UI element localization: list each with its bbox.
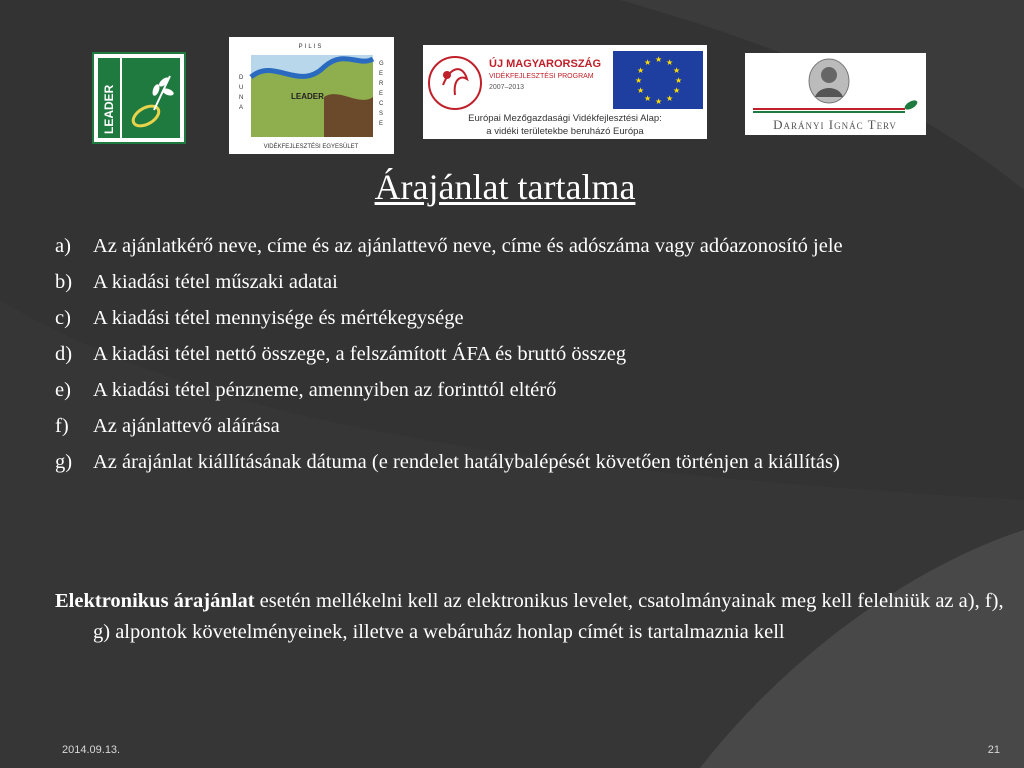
- note-bold: Elektronikus árajánlat: [55, 590, 255, 612]
- videkfejlesztesi-program: VIDÉKFEJLESZTÉSI PROGRAM: [489, 73, 594, 80]
- list-marker: a): [55, 235, 71, 257]
- slide-number: 21: [987, 744, 1000, 756]
- list-item: [55, 267, 955, 297]
- uj-magyarorszag-title: ÚJ MAGYARORSZÁG: [489, 58, 602, 70]
- svg-text:★: ★: [635, 76, 643, 85]
- egyesulet-label: VIDÉKFEJLESZTÉSI EGYESÜLET: [263, 144, 359, 150]
- requirement-list: [55, 231, 955, 483]
- list-marker: e): [55, 379, 71, 401]
- daranyi-ignac-terv-logo: [745, 53, 926, 135]
- eu-flag-icon: [613, 51, 703, 109]
- electronic-quote-note: [55, 586, 1013, 648]
- list-marker: g): [55, 451, 73, 473]
- list-marker: f): [55, 415, 69, 437]
- pilis-duna-gerecse-logo: [229, 37, 394, 154]
- list-item-text: A kiadási tétel pénzneme, amennyiben az forinttól eltérő: [93, 379, 557, 401]
- leader-emblem-icon: [94, 54, 184, 142]
- list-item-text: A kiadási tétel nettó összege, a felszámított ÁFA és bruttó összeg: [93, 343, 627, 365]
- list-marker: d): [55, 343, 73, 365]
- slide-title: [0, 166, 1010, 208]
- daranyi-text: Darányi Ignác Terv: [773, 117, 897, 132]
- leader-vertical-text: LEADER: [102, 84, 116, 134]
- gerecse-label: G E R E C S E: [379, 61, 384, 127]
- list-marker: b): [55, 271, 73, 293]
- list-item: [55, 303, 955, 333]
- uj-magyarorszag-logo: [423, 45, 707, 139]
- eu-fund-line2: a vidéki területekbe beruházó Európa: [486, 126, 644, 137]
- list-item: [55, 447, 955, 477]
- list-item-text: Az ajánlattevő aláírása: [93, 415, 280, 437]
- list-item-text: A kiadási tétel mennyisége és mértékegysége: [93, 307, 464, 329]
- eu-fund-line1: Európai Mezőgazdasági Vidékfejlesztési Alap:: [468, 113, 662, 124]
- svg-text:★: ★: [673, 66, 681, 75]
- list-item: [55, 411, 955, 441]
- list-marker: c): [55, 307, 71, 329]
- leader-logo: [92, 52, 186, 144]
- svg-text:★: ★: [655, 55, 663, 64]
- list-item: [55, 339, 955, 369]
- svg-text:★: ★: [675, 76, 683, 85]
- footer-date: 2014.09.13.: [62, 744, 121, 756]
- svg-text:★: ★: [637, 66, 645, 75]
- list-item-text: Az árajánlat kiállításának dátuma (e rendelet hatálybalépését követően történjen a kiállítás): [93, 451, 840, 473]
- svg-text:★: ★: [637, 86, 645, 95]
- list-item: [55, 375, 955, 405]
- list-item: [55, 231, 955, 261]
- svg-text:★: ★: [655, 97, 663, 106]
- slide-title-text: Árajánlat tartalma: [374, 167, 636, 207]
- svg-text:★: ★: [666, 94, 674, 103]
- pilis-map-icon: [229, 37, 394, 154]
- program-years: 2007–2013: [489, 84, 525, 91]
- leader-center-label: LEADER: [291, 92, 324, 101]
- pilis-label: PILIS: [298, 44, 324, 50]
- svg-text:★: ★: [644, 58, 652, 67]
- svg-text:★: ★: [666, 58, 674, 67]
- list-item-text: Az ajánlatkérő neve, címe és az ajánlattevő neve, címe és adószáma vagy adóazonosító jele: [93, 235, 843, 257]
- svg-text:★: ★: [644, 94, 652, 103]
- svg-text:★: ★: [673, 86, 681, 95]
- duna-label: D U N A: [239, 75, 244, 111]
- note-text: esetén mellékelni kell az elektronikus levelet, csatolmányainak meg kell felelniük az a), f), g) alpontok követelményeinek, illetve a webáruház honlap címét is tartalmaznia kell: [93, 590, 1004, 643]
- list-item-text: A kiadási tétel műszaki adatai: [93, 271, 338, 293]
- portrait-icon: [809, 59, 849, 103]
